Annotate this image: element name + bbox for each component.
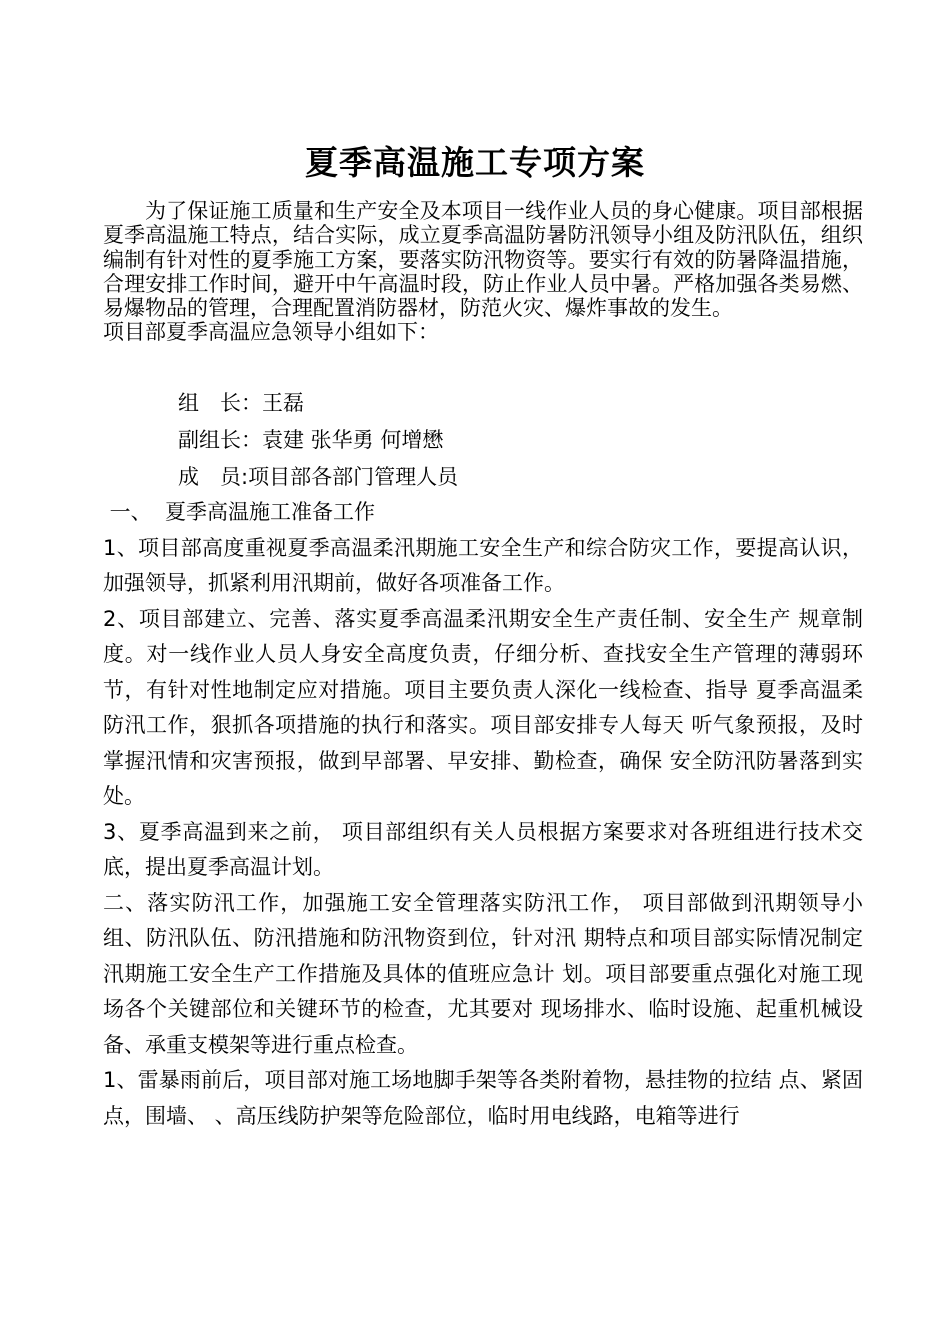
section2-paragraph: 二、落实防汛工作，加强施工安全管理落实防汛工作， 项目部做到汛期领导小组、防汛队伍、防汛措施和防汛物资到位，针对汛 期特点和项目部实际情况制定汛期施工安全生产工作措施及具体的值班应急计 划。项目部要重点强化对施工现场各个关键部位和关键环节的检查，尤其要对 现场排水、临时设施、起重机械设备、承重支模架等进行重点检查。: [103, 890, 863, 1057]
section-heading-1: 一、 夏季高温施工准备工作: [103, 500, 376, 524]
leadership-roster: [178, 385, 458, 496]
roster-deputy: 副组长：袁建 张华勇 何增懋: [178, 428, 444, 452]
section2-item-1: 1、雷暴雨前后，项目部对施工场地脚手架等各类附着物，悬挂物的拉结 点、紧固点，围墙、 、高压线防护架等危险部位，临时用电线路，电箱等进行: [103, 1068, 863, 1128]
group-intro-line: 项目部夏季高温应急领导小组如下：: [103, 320, 439, 345]
intro-paragraph: 为了保证施工质量和生产安全及本项目一线作业人员的身心健康。项目部根据夏季高温施工特点，结合实际，成立夏季高温防暑防汛领导小组及防汛队伍，组织编制有针对性的夏季施工方案，要落实防汛物资等。要实行有效的防暑降温措施，合理安排工作时间，避开中午高温时段，防止作业人员中暑。严格加强各类易燃、易爆物品的管理，合理配置消防器材，防范火灾、爆炸事故的发生。: [103, 199, 863, 321]
intro-section: [103, 199, 863, 345]
roster-leader: 组 长：王磊: [178, 391, 304, 415]
section1-item-2: 2、项目部建立、完善、落实夏季高温柔汛期安全生产责任制、安全生产 规章制度。对一线作业人员人身安全高度负责，仔细分析、查找安全生产管理的薄弱环节，有针对性地制定应对措施。项目主要负责人深化一线检查、指导 夏季高温柔防汛工作，狠抓各项措施的执行和落实。项目部安排专人每天 听气象预报，及时掌握汛情和灾害预报，做到早部署、早安排、勤检查，确保 安全防汛防暑落到实处。: [103, 606, 863, 808]
document-title: 夏季高温施工专项方案: [305, 143, 645, 182]
roster-members: 成 员:项目部各部门管理人员: [178, 465, 459, 489]
document-body: [103, 495, 863, 1134]
section1-item-3: 3、夏季高温到来之前， 项目部组织有关人员根据方案要求对各班组进行技术交底，提出夏季高温计划。: [103, 819, 863, 879]
section1-item-1: 1、项目部高度重视夏季高温柔汛期施工安全生产和综合防灾工作，要提高认识，加强领导，抓紧利用汛期前，做好各项准备工作。: [103, 535, 863, 595]
